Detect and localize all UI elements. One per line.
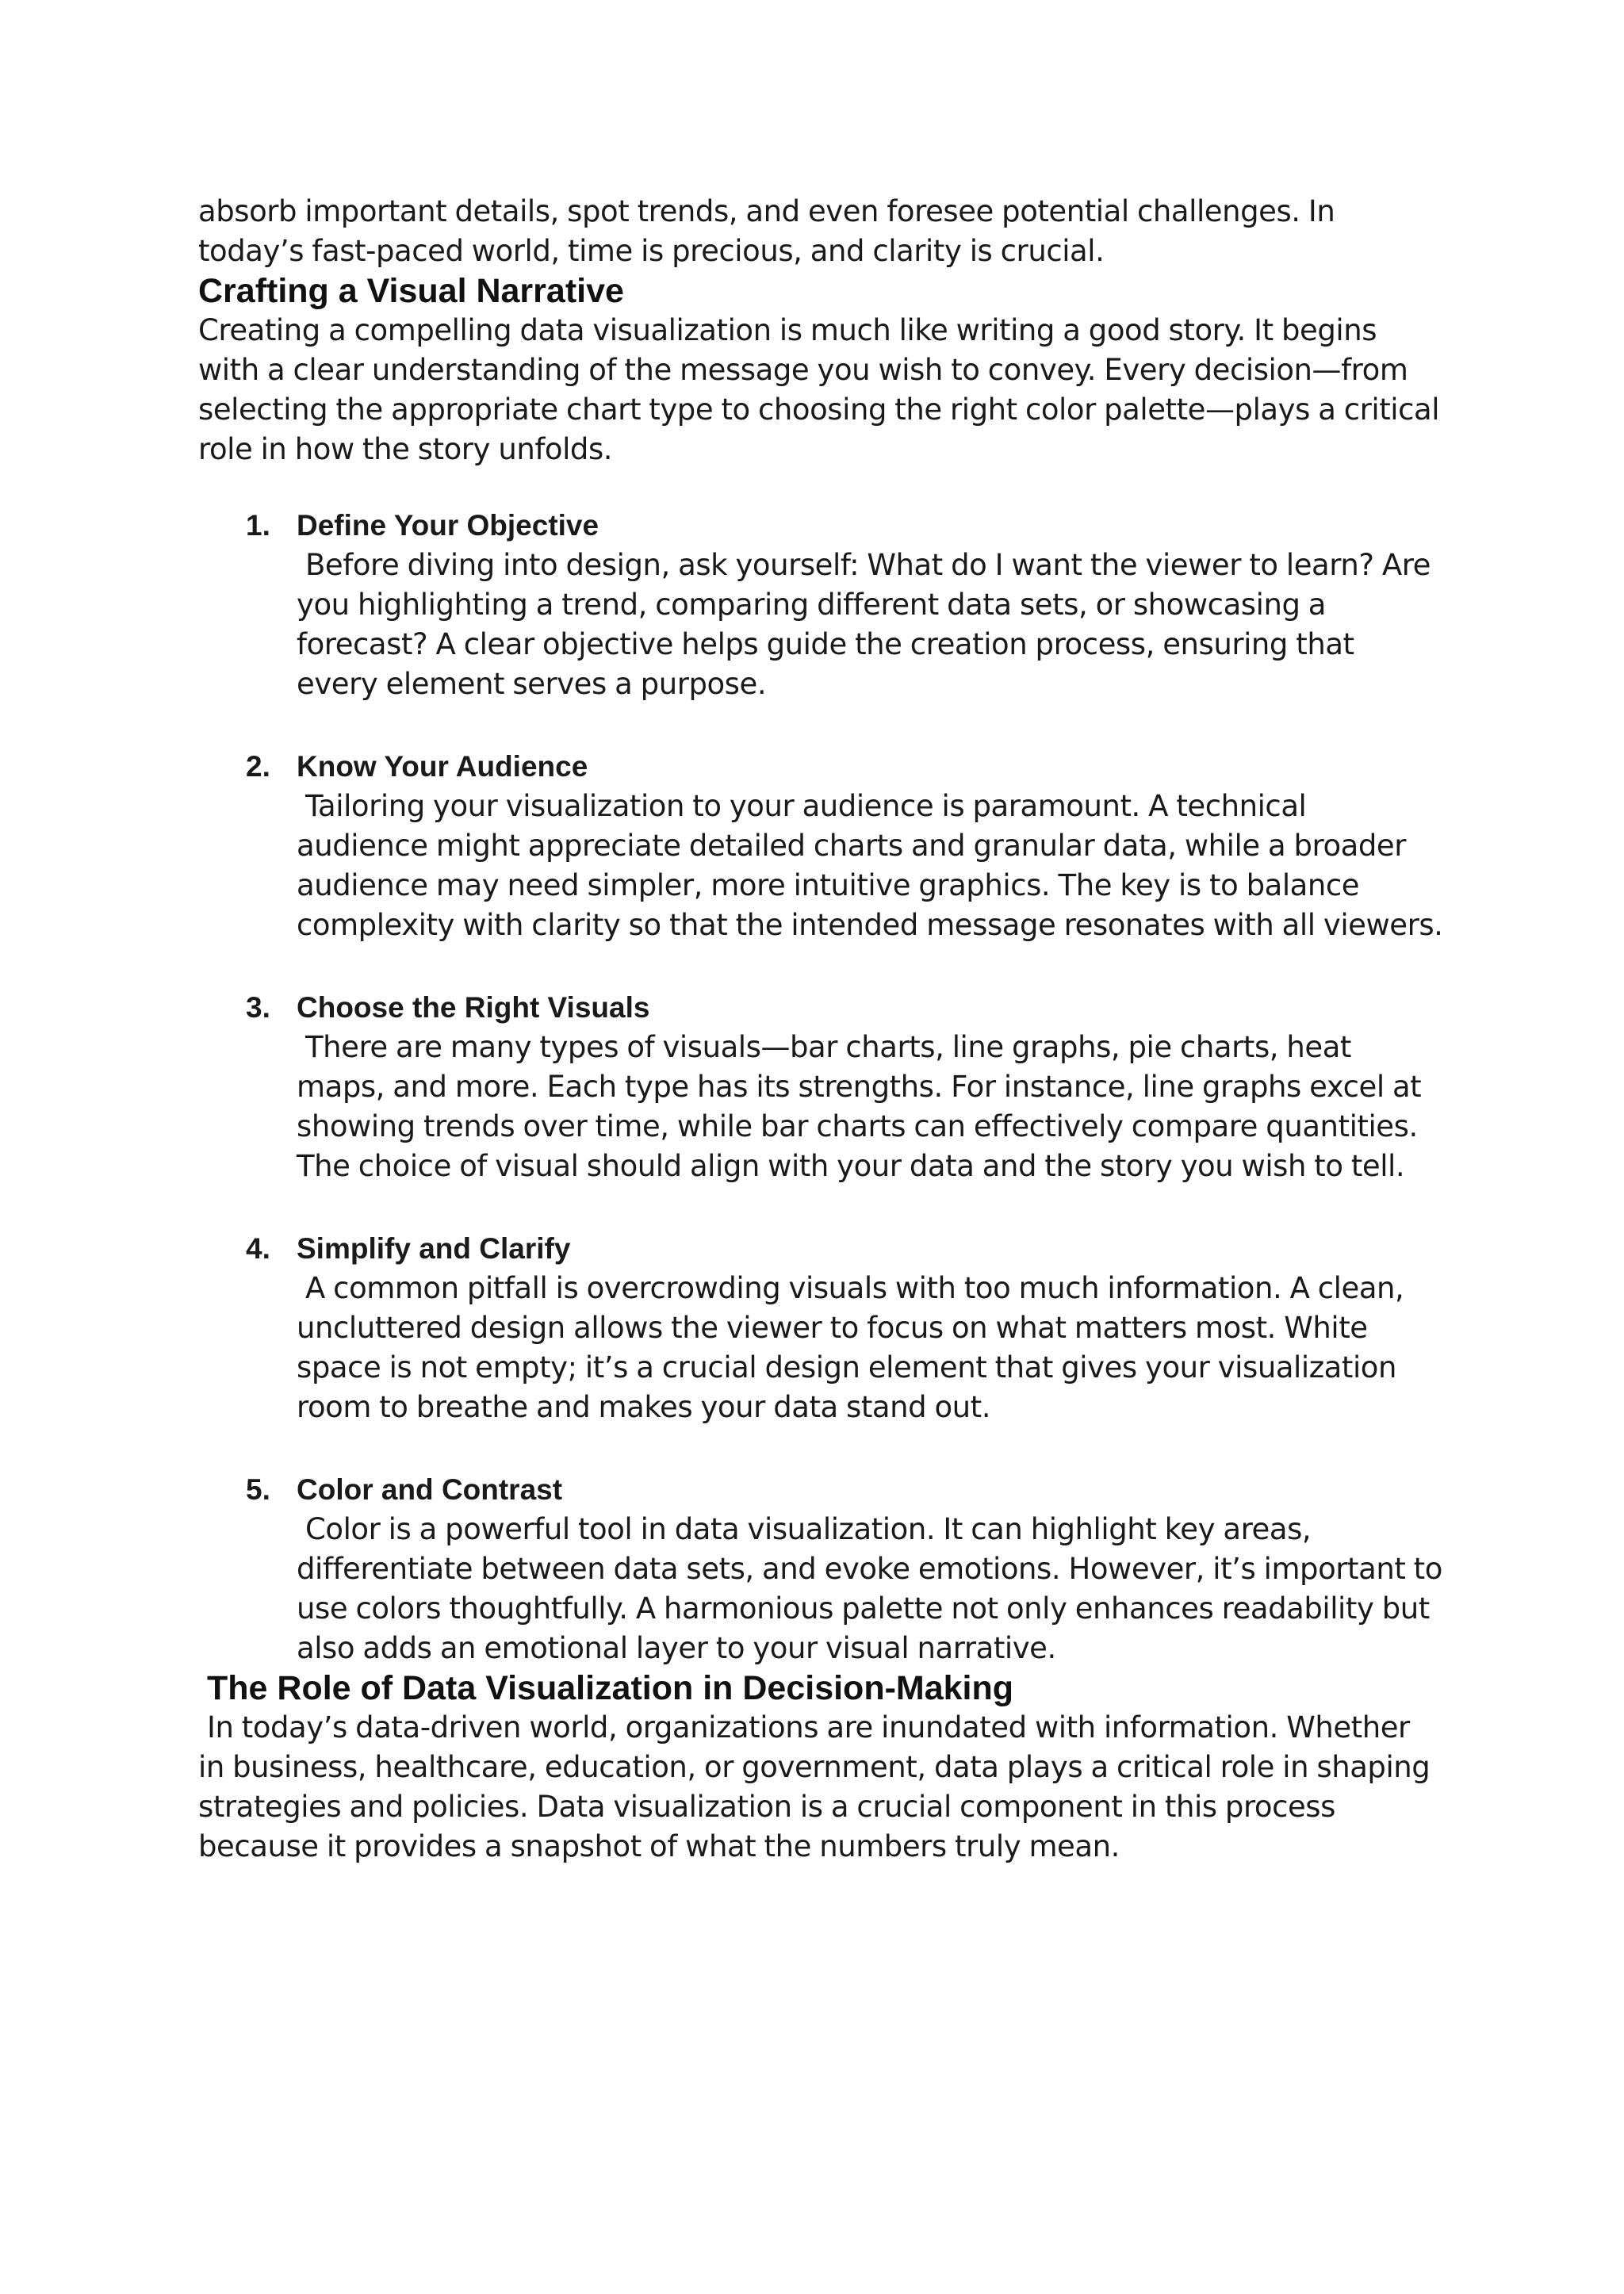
list-item-text: There are many types of visuals—bar charts, line graphs, pie charts, heat maps, and more. Each type has its strengths. For instance, line graphs excel at showing trends over time, while bar charts can effectively compare quantities. The choice of visual should align with your data and the story you wish to tell.: [297, 1030, 1422, 1183]
section-paragraph-decision-making: In today’s data-driven world, organizations are inundated with information. Whether in business, healthcare, education, or government, data plays a critical role in shaping strategies and policies. Data visualization is a crucial component in this process because it provides a snapshot of what the numbers truly mean.: [198, 1710, 1431, 1863]
list-item: [198, 747, 1443, 945]
list-item-title: Choose the Right Visuals: [297, 991, 650, 1024]
list-item-number: 1.: [246, 509, 270, 542]
list-item-title: Simplify and Clarify: [297, 1232, 571, 1265]
steps-list: [198, 506, 1443, 1668]
list-item-title: Know Your Audience: [297, 750, 588, 783]
list-item: [198, 988, 1443, 1186]
list-item-text: A common pitfall is overcrowding visuals with too much information. A clean, uncluttered design allows the viewer to focus on what matters most. White space is not empty; it’s a crucial design element that gives your visualization room to breathe and makes your data stand out.: [297, 1271, 1404, 1424]
list-item-title: Color and Contrast: [297, 1473, 563, 1506]
list-item-number: 5.: [246, 1473, 270, 1506]
list-item-text: Before diving into design, ask yourself: What do I want the viewer to learn? Are you highlighting a trend, comparing different data sets, or showcasing a forecast? A clear objective helps guide the creation process, ensuring that every element serves a purpose.: [297, 548, 1431, 701]
section-paragraph-visual-narrative: Creating a compelling data visualization is much like writing a good story. It begins with a clear understanding of the message you wish to convey. Every decision—from selecting the appropriate chart type to choosing the right color palette—plays a critical role in how the story unfolds.: [198, 313, 1440, 466]
intro-paragraph: absorb important details, spot trends, and even foresee potential challenges. In today’s fast-paced world, time is precious, and clarity is crucial.: [198, 194, 1335, 268]
list-item-number: 3.: [246, 991, 270, 1024]
list-item-text: Tailoring your visualization to your audience is paramount. A technical audience might appreciate detailed charts and granular data, while a broader audience may need simpler, more intuitive graphics. The key is to balance complexity with clarity so that the intended message resonates with all viewers.: [297, 789, 1443, 942]
list-item-number: 4.: [246, 1232, 270, 1265]
list-item-title: Define Your Objective: [297, 509, 599, 542]
document-page: [198, 192, 1443, 1867]
list-item: [198, 1470, 1443, 1668]
section-heading-decision-making: The Role of Data Visualization in Decision-Making: [207, 1669, 1014, 1707]
list-item-number: 2.: [246, 750, 270, 783]
section-heading-visual-narrative: Crafting a Visual Narrative: [198, 272, 624, 310]
list-item-text: Color is a powerful tool in data visualization. It can highlight key areas, differentiate between data sets, and evoke emotions. However, it’s important to use colors thoughtfully. A harmonious palette not only enhances readability but also adds an emotional layer to your visual narrative.: [297, 1512, 1442, 1665]
list-item: [198, 1229, 1443, 1427]
list-item: [198, 506, 1443, 704]
